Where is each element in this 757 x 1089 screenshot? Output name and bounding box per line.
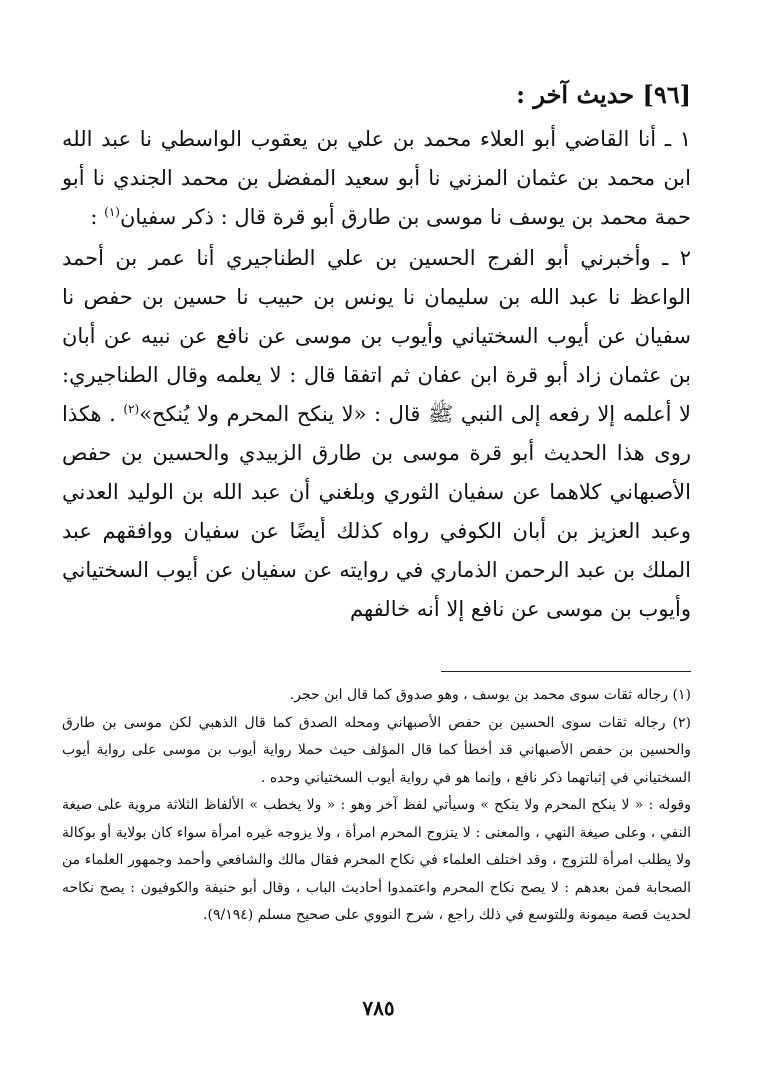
page-number: ٧٨٥ [362, 996, 395, 1020]
paragraph-2-tail: . هكذا روى هذا الحديث أبو قرة موسى بن طارق الزبيدي والحسين بن حفص الأصبهاني كلاهما عن سفيان الثوري وبلغني أن عبد الله بن الوليد العدني وعبد العزيز بن أبان الكوفي رواه كذلك أيضًا عن سفيان ووافقهم عبد الملك بن عبد الرحمن الذماري في روايته عن سفيان عن أيوب السختياني وأيوب بن موسى عن نافع إلا أنه خالفهم [62, 402, 691, 621]
paragraph-1-text: ١ ـ أنا القاضي أبو العلاء محمد بن علي بن يعقوب الواسطي نا عبد الله ابن محمد بن عثمان المزني نا أبو سعيد المفضل بن محمد الجندي نا أبو حمة محمد بن يوسف نا موسى بن طارق أبو قرة قال : ذكر سفيان [62, 127, 691, 229]
footnote-1: (١) رجاله ثقات سوى محمد بن يوسف ، وهو صدوق كما قال ابن حجر. [289, 687, 691, 703]
paragraph-1 [62, 120, 691, 237]
footnote-ref-1: (١) [104, 205, 120, 219]
footnote-2: (٢) رجاله ثقات سوى الحسين بن حفص الأصبهاني ومحله الصدق كما قال الذهبي لكن موسى بن طارق والحسين بن حفص الأصبهاني قد أخطأ كما قال المؤلف حيث حملا رواية أيوب بن موسى على رواية أيوب السختياني في إثباتهما ذكر نافع ، وإنما هو في رواية أيوب السختياني وحده . [62, 714, 691, 786]
hadith-number: [٩٦] [642, 80, 691, 109]
hadith-title: حديث آخر : [516, 80, 635, 109]
paragraph-2-text: ٢ ـ وأخبرني أبو الفرج الحسين بن علي الطناجيري أنا عمر بن أحمد الواعظ نا عبد الله بن سليمان نا يونس بن حبيب نا حسين بن حفص نا سفيان عن أيوب السختياني وأيوب بن موسى عن نافع عن نبيه عن أبان بن عثمان زاد أبو قرة ابن عفان ثم اتفقا قال : لا يعلمه وقال الطناجيري: لا أعلمه إلا رفعه إلى النبي ﷺ قال : «لا ينكح المحرم ولا يُنكح» [62, 246, 691, 426]
hadith-heading [62, 78, 691, 112]
paragraph-1-tail: : [90, 205, 105, 229]
footnote-2-continued: وقوله : « لا ينكح المحرم ولا ينكح » وسيأتي لفظ آخر وهو : « ولا يخطب » الألفاظ الثلاثة مروية على صيغة النفي ، وعلى صيغة النهي ، والمعنى : لا يتزوج المحرم امرأة ، ولا يزوجه غيره امرأة سواء كان بولاية أو بوكالة ولا يطلب امرأة للتزوج ، وقد اختلف العلماء في نكاح المحرم فقال مالك والشافعي وأحمد وجمهور العلماء من الصحابة فمن بعدهم : لا يصح نكاح المحرم واعتمدوا أحاديث الباب ، وقال أبو حنيفة والكوفيون : يصح نكاحه لحديث قصة ميمونة وللتوسع في ذلك راجع ، شرح النووي على صحيح مسلم (٩/١٩٤). [62, 797, 691, 923]
paragraph-2 [62, 239, 691, 629]
footnotes [62, 682, 691, 930]
footnote-divider [441, 671, 691, 672]
main-text [62, 120, 691, 629]
footnote-ref-2: (٢) [123, 402, 140, 416]
